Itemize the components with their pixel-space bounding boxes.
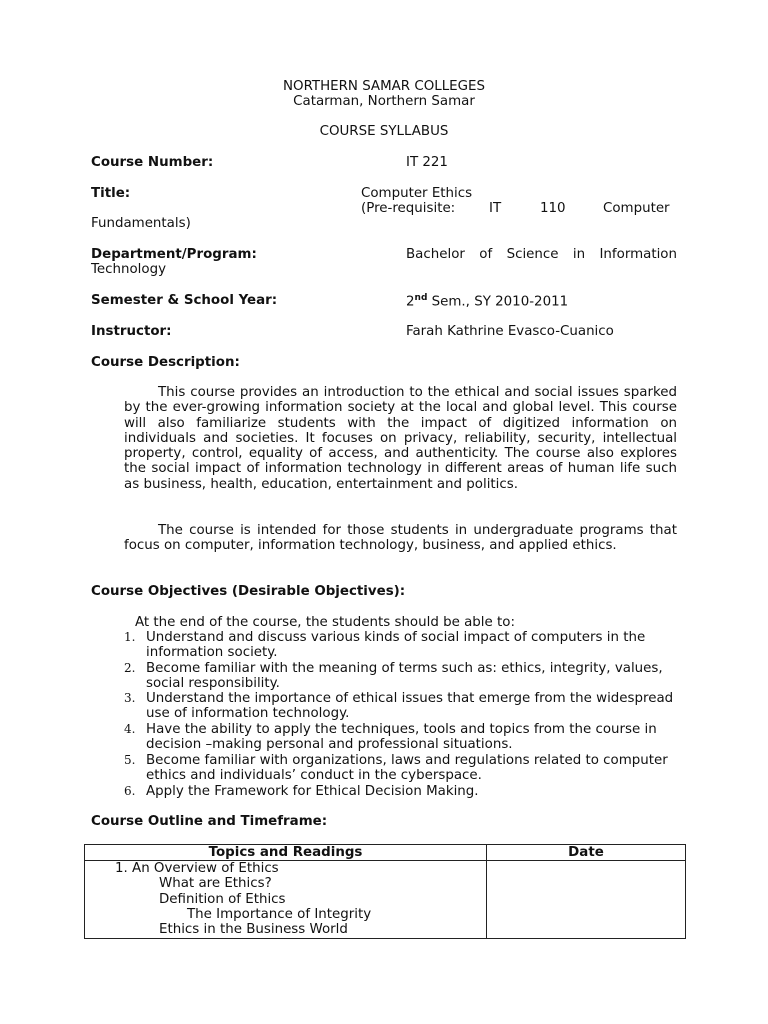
objective-number: 3. [124,691,136,705]
college-location: Catarman, Northern Samar [293,94,475,109]
course-number-label: Course Number: [91,155,214,170]
course-number-value: IT 221 [406,155,448,170]
course-description-text-2: The course is intended for those students in undergraduate programs that focus on computer, information technology, business, and applied ethics. [124,523,677,554]
objective-number: 1. [124,630,136,644]
course-description-text-1: This course provides an introduction to the ethical and social issues sparked by the ever-growing information society at the local and global level. This course will also familiarize students with the impact of digitized information on individuals and societies. It focuses on privacy, reliability, security, intellectual property, control, equality of access, and authenticity. The course also explores the social impact of information technology in different areas of human life such as business, health, education, entertainment and politics. [124,385,677,492]
topic-line: The Importance of Integrity [187,906,372,922]
objectives-intro: At the end of the course, the students should be able to: [135,615,515,630]
prerequisite-part-1: (Pre-requisite: [361,201,456,216]
objective-text: Understand the importance of ethical issues that emerge from the widespread use of information technology. [146,691,674,722]
topic-line: Definition of Ethics [159,891,286,907]
title-label: Title: [91,186,131,201]
prerequisite-part-2: IT [489,201,502,216]
topic-line: Ethics in the Business World [159,922,348,938]
college-name: NORTHERN SAMAR COLLEGES [283,79,485,94]
course-outline-table [84,844,686,939]
date-column-header: Date [487,845,686,861]
prerequisite-part-4: Computer [603,201,670,216]
semester-value [406,293,568,309]
objective-text: Become familiar with organizations, laws and regulations related to computer ethics and individuals’ conduct in the cyberspace. [146,753,668,784]
course-description-heading: Course Description: [91,355,240,370]
title-value: Computer Ethics [361,186,473,201]
objective-number: 4. [124,722,136,736]
objective-text: Have the ability to apply the techniques, tools and topics from the course in decision –making personal and professional situations. [146,722,657,753]
instructor-label: Instructor: [91,324,172,339]
semester-label: Semester & School Year: [91,293,278,308]
department-continued: Technology [91,262,167,277]
prerequisite-part-3: 110 [540,201,566,216]
course-objectives-heading: Course Objectives (Desirable Objectives): [91,584,406,599]
semester-number: 2 [406,294,415,310]
objective-text: Apply the Framework for Ethical Decision Making. [146,784,479,799]
table-row [85,861,686,939]
course-description-paragraph-2 [124,523,677,554]
topics-cell [85,861,487,939]
objective-number: 6. [124,784,136,798]
semester-rest: Sem., SY 2010-2011 [427,294,569,310]
department-label: Department/Program: [91,247,257,262]
topics-column-header: Topics and Readings [85,845,487,861]
prerequisite-continued: Fundamentals) [91,216,191,231]
objective-text: Become familiar with the meaning of terms such as: ethics, integrity, values, social responsibility. [146,661,663,692]
table-header-row [85,845,686,861]
date-cell [487,861,686,939]
objective-number: 2. [124,661,136,675]
objective-text: Understand and discuss various kinds of social impact of computers in the information society. [146,630,646,661]
topic-line: 1. An Overview of Ethics [115,861,279,876]
department-value: Bachelor of Science in Information [406,247,677,262]
objective-number: 5. [124,753,136,767]
instructor-value: Farah Kathrine Evasco-Cuanico [406,324,614,339]
course-description-paragraph-1 [124,385,677,492]
topic-line: What are Ethics? [159,876,272,892]
document-title: COURSE SYLLABUS [319,124,449,139]
semester-ordinal: nd [414,293,428,303]
course-outline-heading: Course Outline and Timeframe: [91,814,328,829]
